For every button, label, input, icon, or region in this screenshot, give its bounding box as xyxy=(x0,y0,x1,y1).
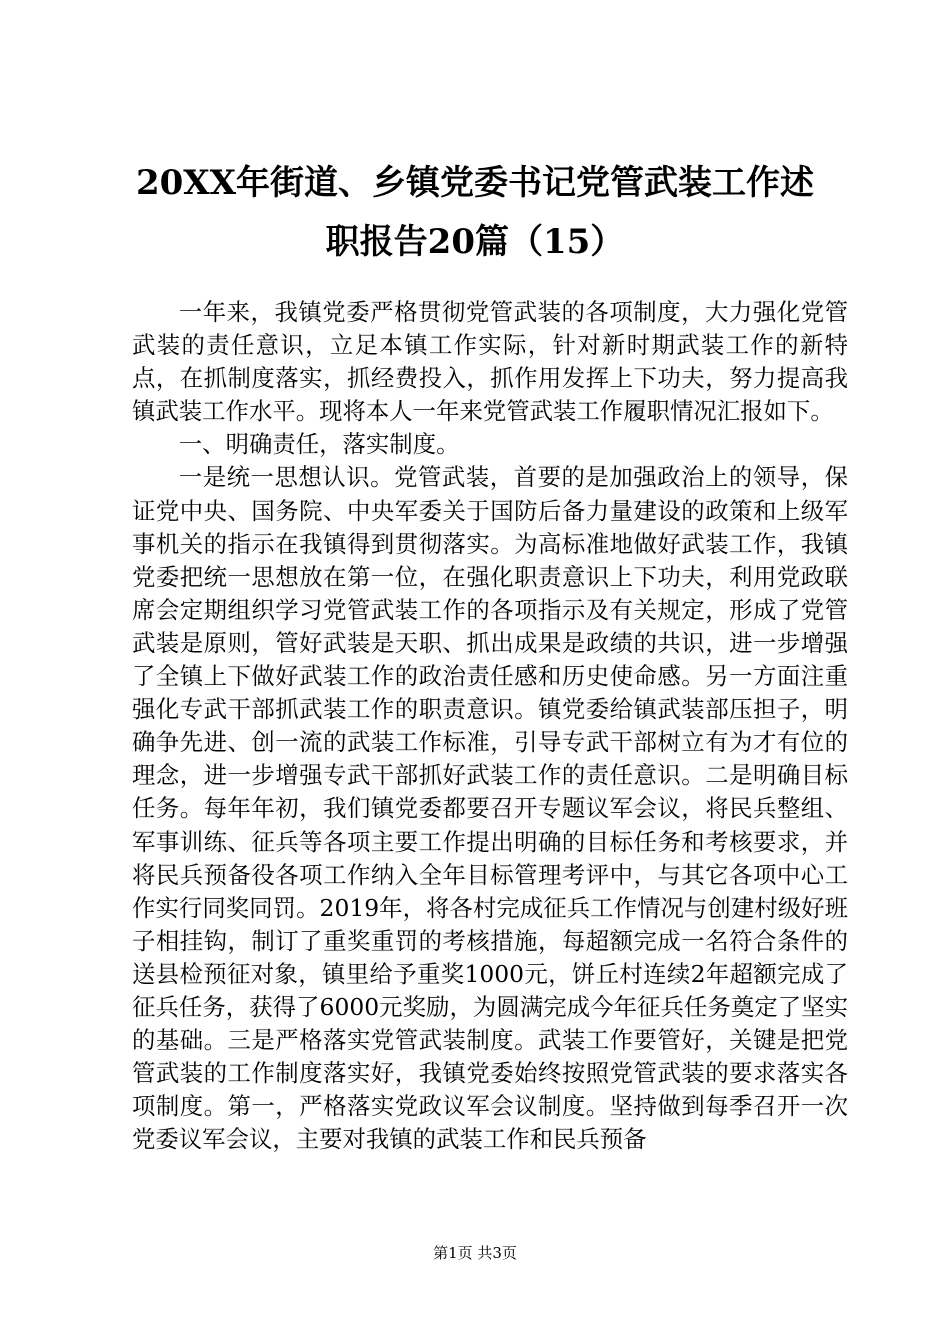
page-footer: 第1页 共3页 xyxy=(433,1244,517,1262)
paragraph-intro: 一年来，我镇党委严格贯彻党管武装的各项制度，大力强化党管武装的责任意识，立足本镇工作实际，针对新时期武装工作的新特点，在抓制度落实，抓经费投入，抓作用发挥上下功夫，努力提高我镇武装工作水平。现将本人一年来党管武装工作履职情况汇报如下。 xyxy=(132,298,848,426)
document-title-line-1: 20XX年街道、乡镇党委书记党管武装工作述 xyxy=(135,163,815,203)
document-body xyxy=(132,296,848,1156)
paragraph-section-heading: 一、明确责任，落实制度。 xyxy=(178,430,460,459)
document-title-line-2: 职报告20篇（15） xyxy=(325,222,625,262)
paragraph-main: 一是统一思想认识。党管武装，首要的是加强政治上的领导，保证党中央、国务院、中央军委关于国防后备力量建设的政策和上级军事机关的指示在我镇得到贯彻落实。为高标准地做好武装工作，我镇党委把统一思想放在第一位，在强化职责意识上下功夫，利用党政联席会定期组织学习党管武装工作的各项指示及有关规定，形成了党管武装是原则，管好武装是天职、抓出成果是政绩的共识，进一步增强了全镇上下做好武装工作的政治责任感和历史使命感。另一方面注重强化专武干部抓武装工作的职责意识。镇党委给镇武装部压担子，明确争先进、创一流的武装工作标准，引导专武干部树立有为才有位的理念，进一步增强专武干部抓好武装工作的责任意识。二是明确目标任务。每年年初，我们镇党委都要召开专题议军会议，将民兵整组、军事训练、征兵等各项主要工作提出明确的目标任务和考核要求，并将民兵预备役各项工作纳入全年目标管理考评中，与其它各项中心工作实行同奖同罚。2019年，将各村完成征兵工作情况与创建村级好班子相挂钩，制订了重奖重罚的考核措施，每超额完成一名符合条件的送县检预征对象，镇里给予重奖1000元，饼丘村连续2年超额完成了征兵任务，获得了6000元奖励，为圆满完成今年征兵任务奠定了坚实的基础。三是严格落实党管武装制度。武装工作要管好，关键是把党管武装的工作制度落实好，我镇党委始终按照党管武装的要求落实各项制度。第一，严格落实党政议军会议制度。坚持做到每季召开一次党委议军会议，主要对我镇的武装工作和民兵预备 xyxy=(132,463,848,1154)
